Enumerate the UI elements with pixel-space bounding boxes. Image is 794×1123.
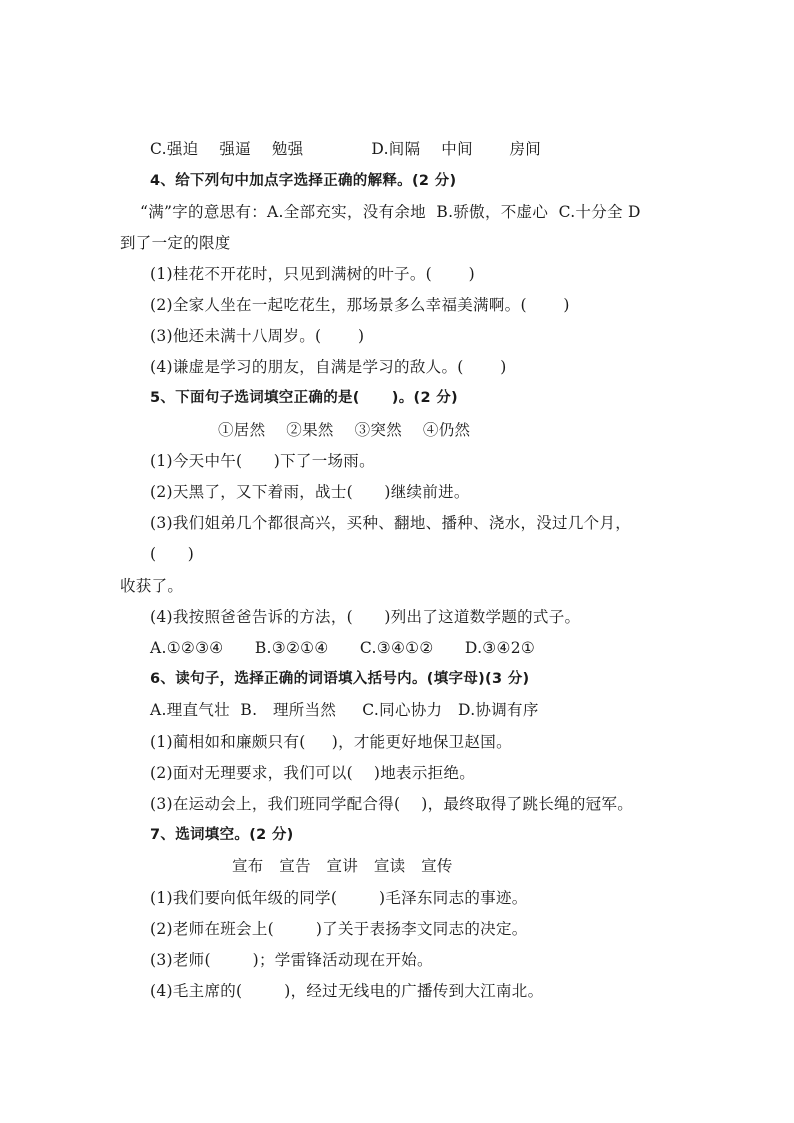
q7-item-2: (2)老师在班会上( )了关于表扬李文同志的决定。 bbox=[150, 920, 528, 938]
q4-item-2: (2)全家人坐在一起吃花生，那场景多么幸福美满啊。( ) bbox=[150, 296, 570, 314]
q7-word-options: 宣布 宣告 宣讲 宣读 宣传 bbox=[232, 857, 453, 875]
q4-item-3: (3)他还未满十八周岁。( ) bbox=[150, 327, 365, 345]
q6-options: A.理直气壮 B. 理所当然 C.同心协力 D.协调有序 bbox=[150, 701, 539, 719]
q7-item-1: (1)我们要向低年级的同学( )毛泽东同志的事迹。 bbox=[150, 889, 528, 907]
q5-word-options: ①居然 ②果然 ③突然 ④仍然 bbox=[218, 421, 471, 439]
q5-item-3-cont: 收获了。 bbox=[120, 577, 184, 595]
q7-item-3: (3)老师( )；学雷锋活动现在开始。 bbox=[150, 951, 433, 969]
q7-item-4: (4)毛主席的( )，经过无线电的广播传到大江南北。 bbox=[150, 982, 544, 1000]
q5-item-4: (4)我按照爸爸告诉的方法，( )列出了这道数学题的式子。 bbox=[150, 608, 581, 626]
q5-item-3-blank: ( ) bbox=[150, 545, 195, 563]
q6-item-1: (1)蔺相如和廉颇只有( )，才能更好地保卫赵国。 bbox=[150, 733, 512, 751]
q6-heading: 6、读句子，选择正确的词语填入括号内。(填字母)(3 分) bbox=[150, 671, 530, 687]
q6-item-2: (2)面对无理要求，我们可以( )地表示拒绝。 bbox=[150, 764, 476, 782]
q5-item-2: (2)天黑了，又下着雨，战士( )继续前进。 bbox=[150, 483, 470, 501]
q4-definitions-cont: 到了一定的限度 bbox=[120, 234, 231, 252]
q7-heading: 7、选词填空。(2 分) bbox=[150, 827, 294, 843]
q4-heading: 4、给下列句中加点字选择正确的解释。(2 分) bbox=[150, 173, 457, 189]
q3-option-cd: C.强迫 强逼 勉强 D.间隔 中间 房间 bbox=[150, 140, 542, 158]
q5-item-1: (1)今天中午( )下了一场雨。 bbox=[150, 452, 375, 470]
q5-heading: 5、下面句子选词填空正确的是( )。(2 分) bbox=[150, 390, 458, 406]
q5-item-3: (3)我们姐弟几个都很高兴，买种、翻地、播种、浇水，没过几个月， bbox=[150, 514, 632, 532]
q5-answer-choices: A.①②③④ B.③②①④ C.③④①② D.③④2① bbox=[150, 639, 536, 657]
q6-item-3: (3)在运动会上，我们班同学配合得( )，最终取得了跳长绳的冠军。 bbox=[150, 795, 634, 813]
q4-item-1: (1)桂花不开花时，只见到满树的叶子。( ) bbox=[150, 265, 475, 283]
q4-definitions: “满”字的意思有：A.全部充实，没有余地 B.骄傲，不虚心 C.十分全 D bbox=[140, 203, 641, 221]
q4-item-4: (4)谦虚是学习的朋友，自满是学习的敌人。( ) bbox=[150, 358, 507, 376]
